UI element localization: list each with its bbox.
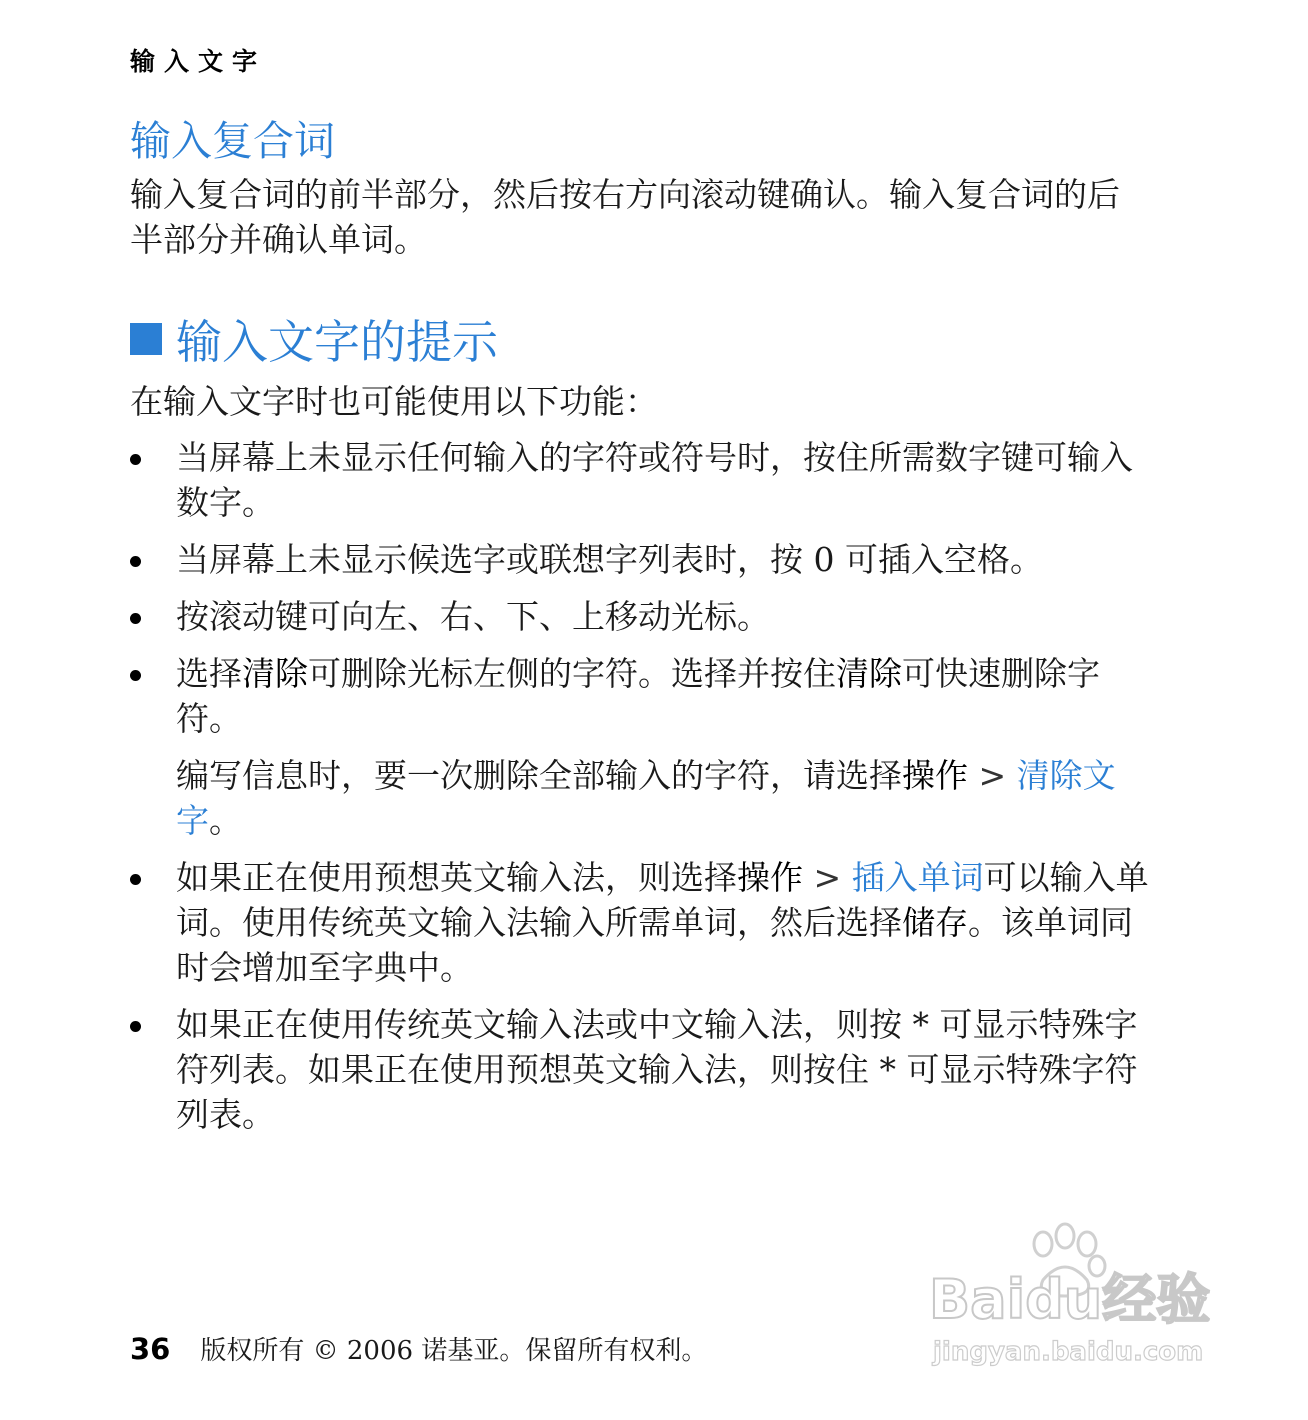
watermark-url: jingyan.baidu.com	[933, 1337, 1204, 1367]
compound-words-body: 输入复合词的前半部分，然后按右方向滚动键确认。输入复合词的后半部分并确认单词。	[130, 175, 1120, 259]
menu-path-separator: >	[803, 858, 852, 897]
tip-text-part: 可快速删除字符。	[176, 654, 1100, 738]
menu-path-separator: >	[968, 756, 1017, 795]
save-command-term: 储存	[902, 903, 968, 942]
page-number: 36	[130, 1332, 171, 1366]
section-heading-tips	[130, 306, 498, 372]
square-bullet-icon	[130, 323, 162, 355]
bullet-icon	[130, 613, 141, 624]
tip-note-text: 编写信息时，要一次删除全部输入的字符，请选择	[176, 756, 902, 795]
options-menu-term: 操作	[737, 858, 803, 897]
tip-text-part: 如果正在使用预想英文输入法，则选择	[176, 858, 737, 897]
clear-command-term: 清除	[242, 654, 308, 693]
tip-note	[176, 753, 1160, 843]
tip-item	[130, 537, 1160, 582]
section-heading-compound-words: 输入复合词	[130, 117, 335, 165]
bullet-icon	[130, 454, 141, 465]
tip-text-part: 可删除光标左侧的字符。选择并按住	[308, 654, 836, 693]
running-header: 输入文字	[130, 47, 267, 76]
tip-text	[176, 855, 1160, 990]
bullet-icon	[130, 874, 141, 885]
tip-text: 当屏幕上未显示任何输入的字符或符号时，按住所需数字键可输入数字。	[176, 438, 1133, 522]
tip-text: 按滚动键可向左、右、下、上移动光标。	[176, 597, 770, 636]
watermark-brand: Baidu经验	[929, 1268, 1211, 1331]
tip-text: 当屏幕上未显示候选字或联想字列表时，按 0 可插入空格。	[176, 540, 1043, 579]
page-footer	[130, 1330, 707, 1367]
tip-text: 如果正在使用传统英文输入法或中文输入法，则按 * 可显示特殊字符列表。如果正在使用预想英文输入法，则按住 * 可显示特殊字符列表。	[176, 1005, 1138, 1134]
options-menu-term: 操作	[902, 756, 968, 795]
tip-text-part: 选择	[176, 654, 242, 693]
tips-list	[130, 435, 1160, 1149]
tip-text-part: 可以输入单词。使用传统英文输入法输入所需单词，然后选择	[176, 858, 1149, 942]
bullet-icon	[130, 670, 141, 681]
bullet-icon	[130, 1021, 141, 1032]
tip-text	[176, 651, 1160, 741]
tip-item	[130, 594, 1160, 639]
tip-item	[130, 855, 1160, 990]
tips-intro: 在输入文字时也可能使用以下功能：	[130, 382, 658, 421]
baidu-jingyan-watermark	[925, 1210, 1230, 1370]
copyright-notice: 版权所有 © 2006 诺基亚。保留所有权利。	[200, 1336, 708, 1366]
clear-command-term: 清除	[836, 654, 902, 693]
tip-note-text: 。	[209, 801, 242, 840]
tip-item	[130, 1002, 1160, 1137]
tip-text-part: 。该单词同时会增加至字典中。	[176, 903, 1133, 987]
tip-item	[130, 435, 1160, 525]
clear-text-menu-item: 清除文字	[176, 756, 1116, 840]
bullet-icon	[130, 556, 141, 567]
tip-item	[130, 651, 1160, 843]
insert-word-menu-item: 插入单词	[851, 858, 984, 897]
section-heading-tips-text: 输入文字的提示	[176, 315, 498, 369]
